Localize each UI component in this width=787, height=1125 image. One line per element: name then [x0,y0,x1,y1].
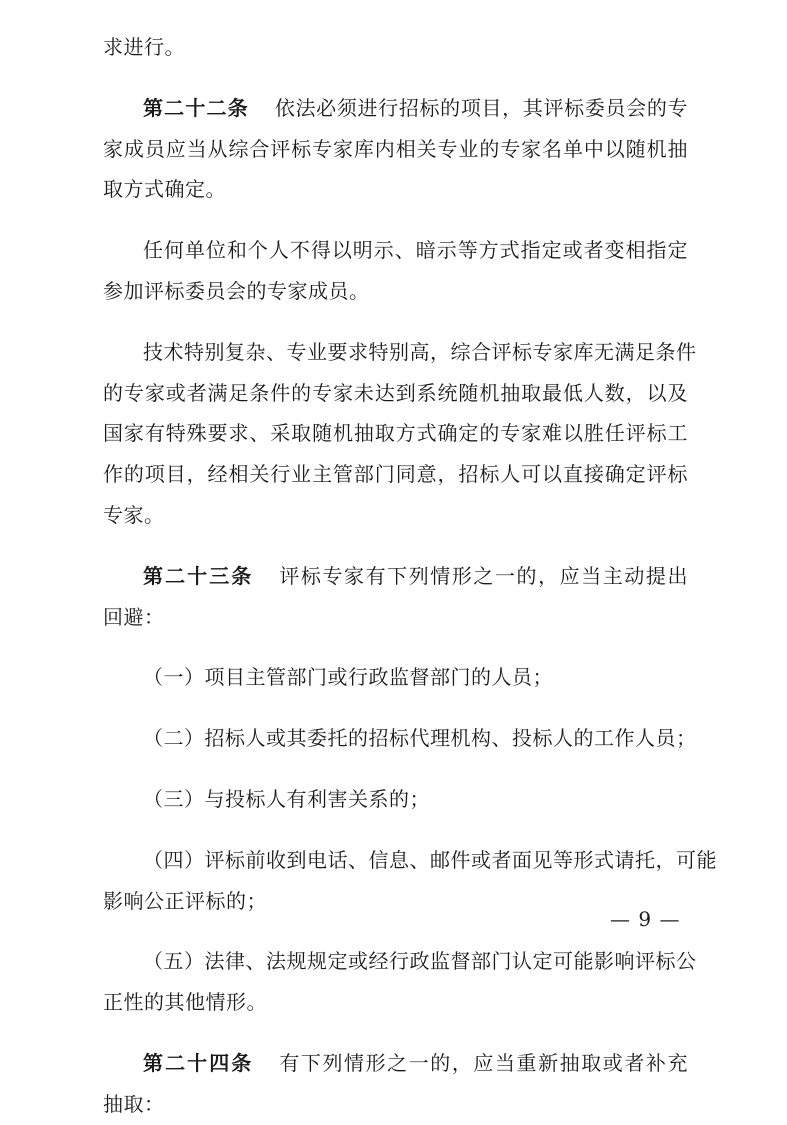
paragraph-gap [103,759,688,779]
article-heading-22: 第二十二条 [143,95,249,120]
paragraph-gap [103,312,688,332]
article-heading-23: 第二十三条 [143,563,254,588]
article-24-line [103,1043,688,1084]
paragraph-gap [103,820,688,840]
text-line: 国家有特殊要求、采取随机抽取方式确定的专家难以胜任评标工 [103,421,688,446]
list-item-1: （一）项目主管部门或行政监督部门的人员； [143,665,553,690]
list-item-3: （三）与投标人有利害关系的； [143,786,430,811]
text-line: 的专家或者满足条件的专家未达到系统随机抽取最低人数，以及 [103,380,688,405]
text-line: 抽取： [103,1091,165,1116]
text-line: 影响公正评标的； [103,888,267,913]
text-line: 任何单位和个人不得以明示、暗示等方式指定或者变相指定 [143,238,688,263]
text-line: 专家。 [103,502,165,527]
text-line: 取方式确定。 [103,177,226,202]
text-span: 评标专家有下列情形之一的，应当主动提出 [279,563,689,588]
text-line: 回避： [103,604,165,629]
paragraph-gap [103,921,688,941]
text-line: 参加评标委员会的专家成员。 [103,278,370,303]
text-line: 求进行。 [103,35,185,59]
paragraph-gap [103,536,688,556]
list-item-4: （四）评标前收到电话、信息、邮件或者面见等形式请托，可能 [143,847,717,872]
text-line: 正性的其他情形。 [103,990,267,1015]
article-23-line [103,556,688,597]
document-body [103,27,717,1125]
paragraph-gap [103,68,688,88]
paragraph-gap [103,210,688,230]
article-22-line [103,88,688,129]
article-heading-24: 第二十四条 [143,1050,254,1075]
paragraph-gap [103,698,688,718]
paragraph-gap [103,637,688,657]
text-line: 作的项目，经相关行业主管部门同意，招标人可以直接确定评标 [103,462,688,487]
text-span: 依法必须进行招标的项目，其评标委员会的专 [274,95,689,120]
list-item-2: （二）招标人或其委托的招标代理机构、投标人的工作人员； [143,726,697,751]
paragraph-gap [103,1023,688,1043]
text-line: 技术特别复杂、专业要求特别高，综合评标专家库无满足条件 [143,339,697,364]
text-span: 有下列情形之一的，应当重新抽取或者补充 [279,1050,689,1075]
page-number: — 9 — [610,907,681,931]
text-line: 家成员应当从综合评标专家库内相关专业的专家名单中以随机抽 [103,136,688,161]
list-item-5: （五）法律、法规规定或经行政监督部门认定可能影响评标公 [143,949,697,974]
